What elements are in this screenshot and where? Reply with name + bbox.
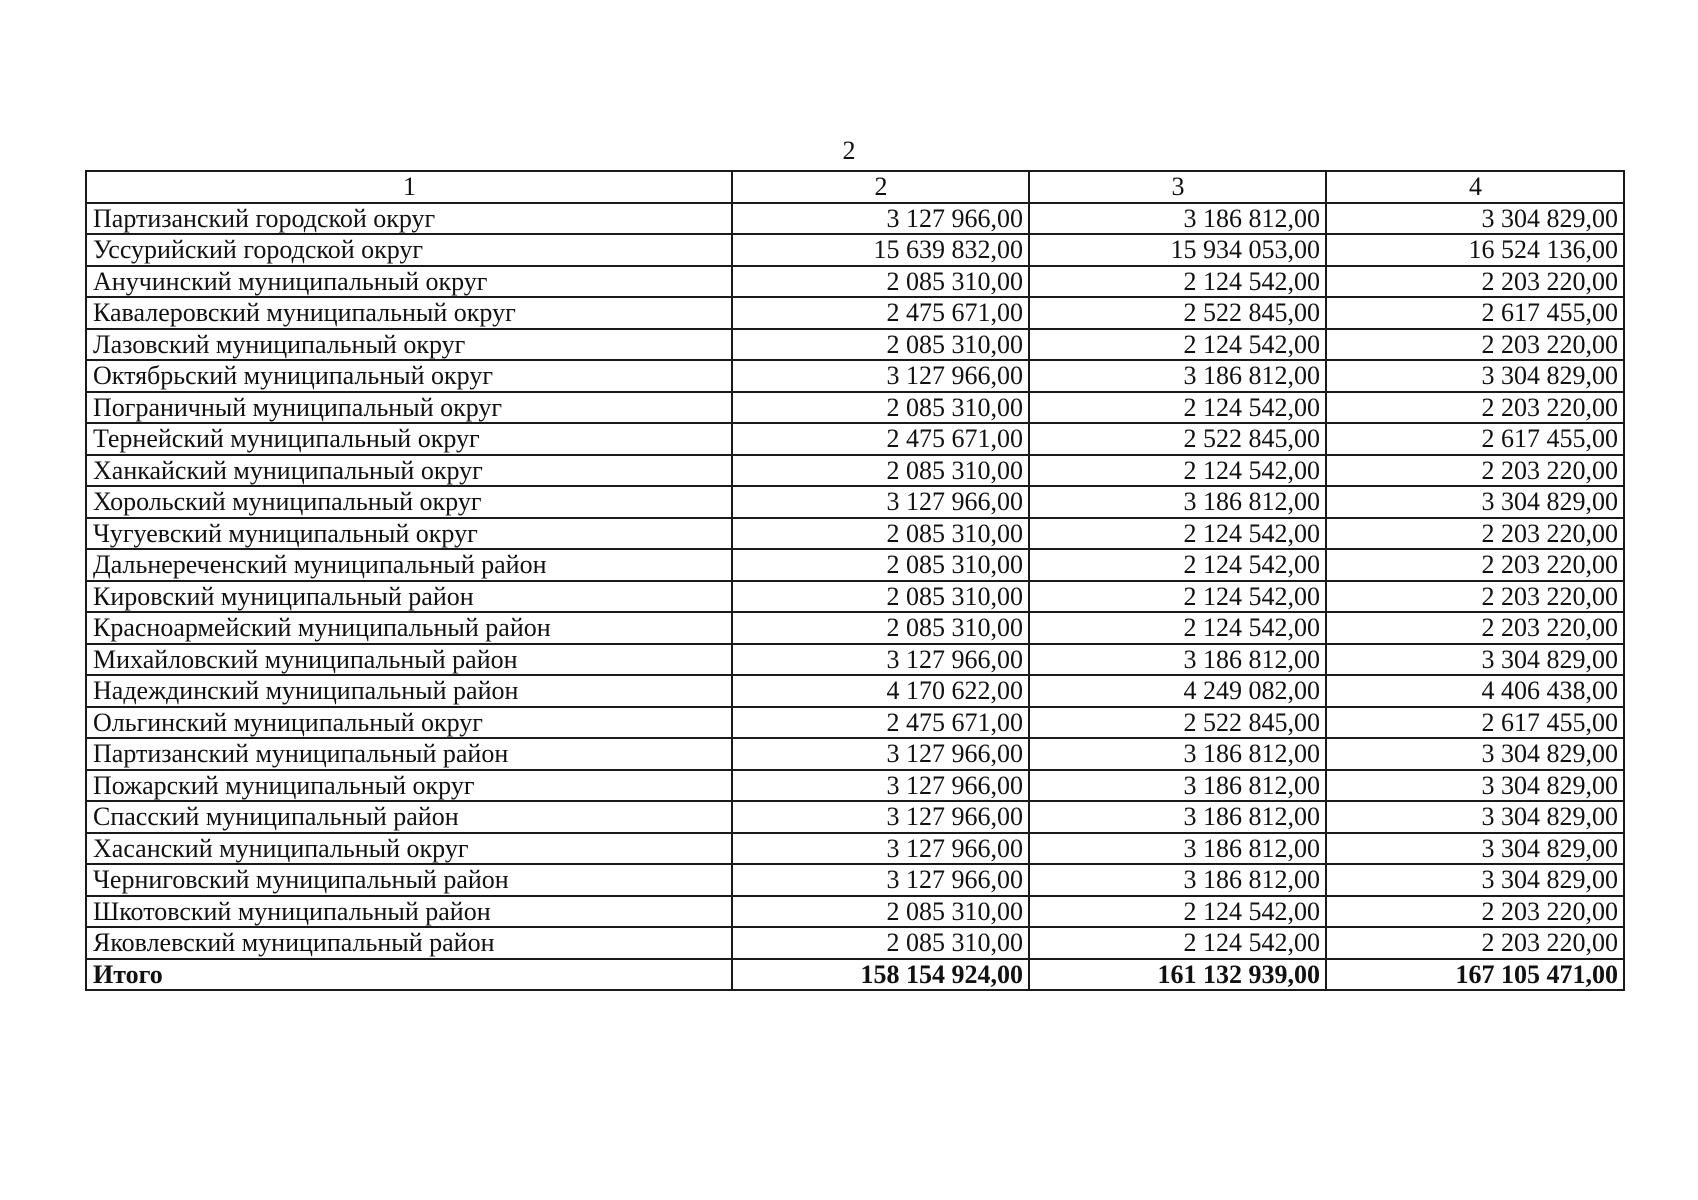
municipality-name-cell: Хасанский муниципальный округ <box>86 833 732 865</box>
column-number-1: 1 <box>86 171 732 203</box>
municipality-name-cell: Тернейский муниципальный округ <box>86 423 732 455</box>
column-3-value-cell: 2 522 845,00 <box>1029 297 1326 329</box>
column-2-value-cell: 4 170 622,00 <box>732 675 1029 707</box>
column-4-value-cell: 2 617 455,00 <box>1326 423 1624 455</box>
municipality-name-cell: Итого <box>86 959 732 991</box>
column-4-value-cell: 2 617 455,00 <box>1326 297 1624 329</box>
column-2-value-cell: 2 085 310,00 <box>732 549 1029 581</box>
municipality-name-cell: Хорольский муниципальный округ <box>86 486 732 518</box>
municipality-name-cell: Михайловский муниципальный район <box>86 644 732 676</box>
column-4-value-cell: 2 203 220,00 <box>1326 581 1624 613</box>
column-4-value-cell: 3 304 829,00 <box>1326 770 1624 802</box>
column-2-value-cell: 15 639 832,00 <box>732 234 1029 266</box>
column-2-value-cell: 3 127 966,00 <box>732 801 1029 833</box>
column-4-value-cell: 3 304 829,00 <box>1326 864 1624 896</box>
table-row <box>86 833 1624 865</box>
column-3-value-cell: 2 124 542,00 <box>1029 896 1326 928</box>
column-3-value-cell: 3 186 812,00 <box>1029 833 1326 865</box>
municipality-name-cell: Шкотовский муниципальный район <box>86 896 732 928</box>
column-4-value-cell: 2 617 455,00 <box>1326 707 1624 739</box>
table-row <box>86 518 1624 550</box>
municipality-name-cell: Черниговский муниципальный район <box>86 864 732 896</box>
municipality-name-cell: Надеждинский муниципальный район <box>86 675 732 707</box>
table-row <box>86 234 1624 266</box>
page-number: 2 <box>842 136 856 165</box>
column-2-value-cell: 3 127 966,00 <box>732 833 1029 865</box>
column-4-value-cell: 2 203 220,00 <box>1326 927 1624 959</box>
column-3-value-cell: 2 124 542,00 <box>1029 329 1326 361</box>
column-4-value-cell: 2 203 220,00 <box>1326 266 1624 298</box>
column-4-value-cell: 4 406 438,00 <box>1326 675 1624 707</box>
column-4-value-cell: 2 203 220,00 <box>1326 392 1624 424</box>
municipality-name-cell: Пограничный муниципальный округ <box>86 392 732 424</box>
table-row <box>86 896 1624 928</box>
column-3-value-cell: 2 124 542,00 <box>1029 455 1326 487</box>
municipality-name-cell: Октябрьский муниципальный округ <box>86 360 732 392</box>
column-2-value-cell: 2 475 671,00 <box>732 423 1029 455</box>
column-3-value-cell: 3 186 812,00 <box>1029 203 1326 235</box>
table-row <box>86 549 1624 581</box>
column-3-value-cell: 2 124 542,00 <box>1029 266 1326 298</box>
column-2-value-cell: 2 085 310,00 <box>732 329 1029 361</box>
column-3-value-cell: 2 124 542,00 <box>1029 518 1326 550</box>
municipality-name-cell: Анучинский муниципальный округ <box>86 266 732 298</box>
table-row <box>86 486 1624 518</box>
column-2-value-cell: 2 085 310,00 <box>732 518 1029 550</box>
column-4-value-cell: 3 304 829,00 <box>1326 801 1624 833</box>
table-row <box>86 707 1624 739</box>
column-3-value-cell: 15 934 053,00 <box>1029 234 1326 266</box>
column-3-value-cell: 4 249 082,00 <box>1029 675 1326 707</box>
column-3-value-cell: 2 522 845,00 <box>1029 423 1326 455</box>
column-3-value-cell: 2 124 542,00 <box>1029 392 1326 424</box>
column-3-value-cell: 3 186 812,00 <box>1029 486 1326 518</box>
column-4-value-cell: 2 203 220,00 <box>1326 455 1624 487</box>
table-row <box>86 423 1624 455</box>
municipality-name-cell: Пожарский муниципальный округ <box>86 770 732 802</box>
column-2-value-cell: 3 127 966,00 <box>732 203 1029 235</box>
table-body <box>86 171 1624 990</box>
table-row <box>86 392 1624 424</box>
column-2-value-cell: 2 085 310,00 <box>732 266 1029 298</box>
column-3-value-cell: 3 186 812,00 <box>1029 360 1326 392</box>
column-2-value-cell: 2 475 671,00 <box>732 297 1029 329</box>
column-3-value-cell: 3 186 812,00 <box>1029 801 1326 833</box>
column-3-value-cell: 2 124 542,00 <box>1029 549 1326 581</box>
table-row <box>86 864 1624 896</box>
table-row <box>86 675 1624 707</box>
municipality-name-cell: Партизанский муниципальный район <box>86 738 732 770</box>
table-row <box>86 770 1624 802</box>
column-4-value-cell: 2 203 220,00 <box>1326 549 1624 581</box>
column-2-value-cell: 2 085 310,00 <box>732 612 1029 644</box>
column-4-value-cell: 3 304 829,00 <box>1326 644 1624 676</box>
column-2-value-cell: 2 085 310,00 <box>732 392 1029 424</box>
column-3-value-cell: 3 186 812,00 <box>1029 738 1326 770</box>
municipality-name-cell: Чугуевский муниципальный округ <box>86 518 732 550</box>
municipality-name-cell: Уссурийский городской округ <box>86 234 732 266</box>
table-row <box>86 738 1624 770</box>
municipality-name-cell: Дальнереченский муниципальный район <box>86 549 732 581</box>
column-2-value-cell: 3 127 966,00 <box>732 644 1029 676</box>
column-3-value-cell: 3 186 812,00 <box>1029 644 1326 676</box>
municipality-name-cell: Кавалеровский муниципальный округ <box>86 297 732 329</box>
column-2-value-cell: 2 085 310,00 <box>732 455 1029 487</box>
municipality-name-cell: Ольгинский муниципальный округ <box>86 707 732 739</box>
table-row <box>86 297 1624 329</box>
column-4-value-cell: 2 203 220,00 <box>1326 896 1624 928</box>
allocation-table <box>85 170 1625 991</box>
table-row <box>86 801 1624 833</box>
table-row <box>86 455 1624 487</box>
table-row <box>86 360 1624 392</box>
table-row <box>86 581 1624 613</box>
table-row <box>86 266 1624 298</box>
column-4-value-cell: 2 203 220,00 <box>1326 518 1624 550</box>
column-4-value-cell: 16 524 136,00 <box>1326 234 1624 266</box>
column-3-value-cell: 3 186 812,00 <box>1029 864 1326 896</box>
column-4-value-cell: 3 304 829,00 <box>1326 833 1624 865</box>
column-4-value-cell: 167 105 471,00 <box>1326 959 1624 991</box>
municipality-name-cell: Ханкайский муниципальный округ <box>86 455 732 487</box>
column-4-value-cell: 2 203 220,00 <box>1326 329 1624 361</box>
column-4-value-cell: 3 304 829,00 <box>1326 360 1624 392</box>
table-row <box>86 927 1624 959</box>
column-number-3: 3 <box>1029 171 1326 203</box>
column-3-value-cell: 2 124 542,00 <box>1029 581 1326 613</box>
municipality-name-cell: Яковлевский муниципальный район <box>86 927 732 959</box>
municipality-name-cell: Лазовский муниципальный округ <box>86 329 732 361</box>
column-3-value-cell: 2 124 542,00 <box>1029 612 1326 644</box>
column-2-value-cell: 2 085 310,00 <box>732 896 1029 928</box>
column-2-value-cell: 3 127 966,00 <box>732 486 1029 518</box>
column-4-value-cell: 3 304 829,00 <box>1326 486 1624 518</box>
table-header-row <box>86 171 1624 203</box>
column-3-value-cell: 161 132 939,00 <box>1029 959 1326 991</box>
column-2-value-cell: 2 085 310,00 <box>732 581 1029 613</box>
column-2-value-cell: 3 127 966,00 <box>732 864 1029 896</box>
municipality-name-cell: Спасский муниципальный район <box>86 801 732 833</box>
column-3-value-cell: 3 186 812,00 <box>1029 770 1326 802</box>
column-3-value-cell: 2 522 845,00 <box>1029 707 1326 739</box>
table-row <box>86 203 1624 235</box>
column-3-value-cell: 2 124 542,00 <box>1029 927 1326 959</box>
municipality-name-cell: Партизанский городской округ <box>86 203 732 235</box>
column-2-value-cell: 3 127 966,00 <box>732 770 1029 802</box>
municipality-name-cell: Кировский муниципальный район <box>86 581 732 613</box>
column-4-value-cell: 2 203 220,00 <box>1326 612 1624 644</box>
column-2-value-cell: 2 475 671,00 <box>732 707 1029 739</box>
column-number-4: 4 <box>1326 171 1624 203</box>
column-2-value-cell: 158 154 924,00 <box>732 959 1029 991</box>
column-2-value-cell: 3 127 966,00 <box>732 360 1029 392</box>
total-row <box>86 959 1624 991</box>
column-2-value-cell: 3 127 966,00 <box>732 738 1029 770</box>
table-row <box>86 644 1624 676</box>
table-row <box>86 329 1624 361</box>
municipality-name-cell: Красноармейский муниципальный район <box>86 612 732 644</box>
column-number-2: 2 <box>732 171 1029 203</box>
column-4-value-cell: 3 304 829,00 <box>1326 203 1624 235</box>
table-row <box>86 612 1624 644</box>
column-4-value-cell: 3 304 829,00 <box>1326 738 1624 770</box>
column-2-value-cell: 2 085 310,00 <box>732 927 1029 959</box>
